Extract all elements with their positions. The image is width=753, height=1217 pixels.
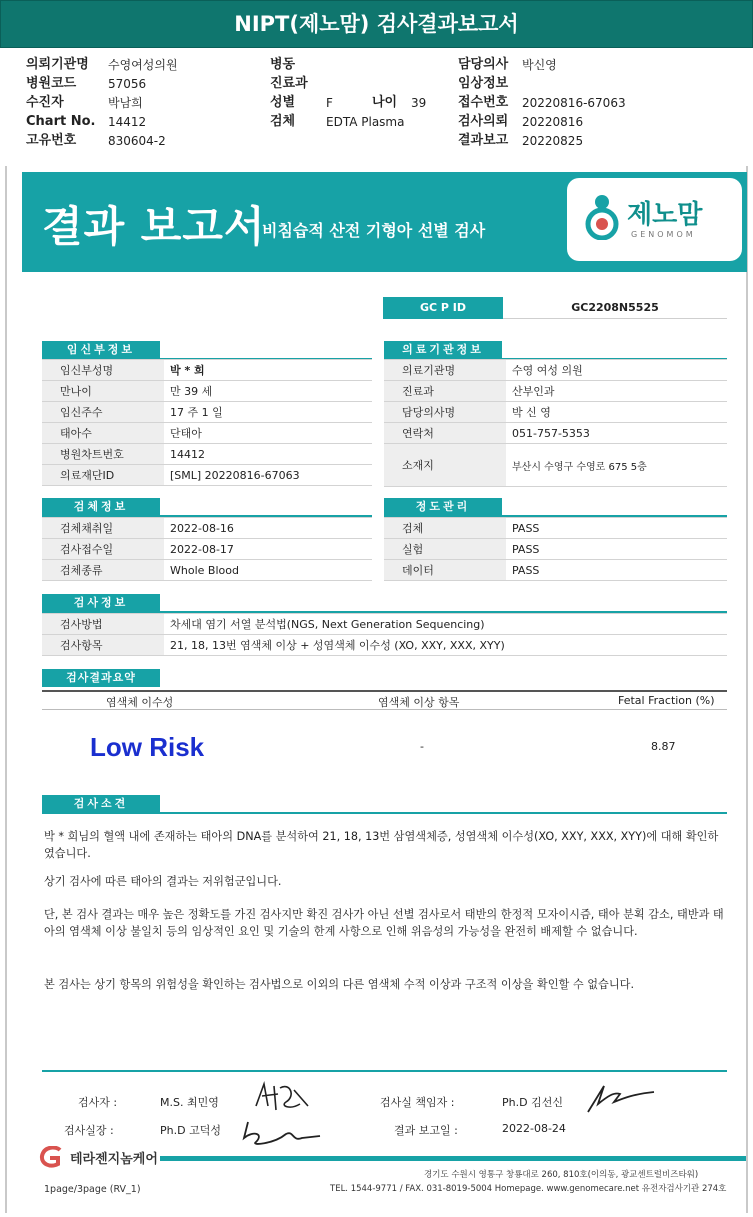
logo-sub: GENOMOM	[631, 230, 696, 239]
header-label: 진료과	[270, 76, 308, 91]
field-value: 수영 여성 의원	[506, 360, 727, 381]
table-row	[42, 539, 372, 560]
table-row	[384, 423, 727, 444]
table-row	[384, 444, 727, 487]
page-number: 1page/3page (RV_1)	[44, 1184, 141, 1195]
logo-text: 제노맘	[627, 200, 703, 230]
field-label: 실험	[384, 539, 506, 560]
opinion-paragraph: 단, 본 검사 결과는 매우 높은 정확도를 가진 검사지만 확진 검사가 아닌 선별 검사로서 태반의 한정적 모자이시즘, 태아 분획 감소, 태반과 태아의 염색체 이상 불일치 등의 임상적인 요인 및 기술의 한계 사항으로 인해 위음성의 가능성을 완전히 배제할 수 없습니다.	[44, 908, 724, 938]
table-row	[42, 635, 727, 656]
report-title: NIPT(제노맘) 검사결과보고서	[0, 0, 753, 48]
header-label: 수진자	[26, 95, 64, 110]
field-label: 검체종류	[42, 560, 164, 581]
field-value: 차세대 염기 서열 분석법(NGS, Next Generation Sequencing)	[164, 614, 727, 635]
gcp-id-label: GC P ID	[383, 297, 503, 319]
section-rule	[42, 812, 727, 814]
field-label: 만나이	[42, 381, 164, 402]
table-row	[384, 518, 727, 539]
field-label: 담당의사명	[384, 402, 506, 423]
table-row	[42, 518, 372, 539]
field-value: 산부인과	[506, 381, 727, 402]
field-label: 연락처	[384, 423, 506, 444]
opinion-paragraph: 박 * 희님의 혈액 내에 존재하는 태아의 DNA를 분석하여 21, 18, 13번 삼염색체증, 성염색체 이수성(XO, XXY, XXX, XYY)에 대해 확인하였습니다.	[44, 830, 719, 860]
tester-name: M.S. 최민영	[160, 1096, 219, 1109]
header-label: 결과보고	[458, 133, 509, 148]
field-label: 진료과	[384, 381, 506, 402]
result-items: -	[420, 740, 424, 753]
test-info-table	[42, 613, 727, 656]
field-value: Whole Blood	[164, 560, 372, 581]
header-value: 20220816	[522, 115, 584, 129]
field-value: 17 주 1 일	[164, 402, 372, 423]
section-tag-opinion: 검사소견	[42, 795, 160, 813]
summary-col-aneuploidy: 염색체 이수성	[106, 696, 174, 709]
hospital-info-table	[384, 359, 727, 487]
field-value: PASS	[506, 560, 727, 581]
section-tag-test: 검사정보	[42, 594, 160, 612]
header-value: 박신영	[522, 58, 557, 72]
field-value: 단태아	[164, 423, 372, 444]
field-label: 태아수	[42, 423, 164, 444]
report-banner	[22, 172, 747, 272]
header-value: 57056	[108, 77, 147, 91]
director-label: 검사실 책임자 :	[380, 1096, 455, 1109]
header-value: 39	[411, 96, 427, 110]
field-label: 의료재단ID	[42, 465, 164, 486]
table-row	[42, 560, 372, 581]
header-label: 담당의사	[458, 57, 509, 72]
field-label: 검사접수일	[42, 539, 164, 560]
summary-header	[42, 690, 727, 710]
field-label: 검체	[384, 518, 506, 539]
section-tag-specimen: 검체정보	[42, 498, 160, 516]
field-value: PASS	[506, 518, 727, 539]
gcp-id-value: GC2208N5525	[503, 297, 727, 319]
chief-label: 검사실장 :	[64, 1124, 114, 1137]
field-value: 박 * 희	[164, 360, 372, 381]
header-label: 나이	[372, 95, 398, 110]
field-label: 임신부성명	[42, 360, 164, 381]
header-value: 수영여성의원	[108, 58, 178, 72]
director-signature	[584, 1080, 658, 1118]
section-tag-summary: 검사결과요약	[42, 669, 160, 687]
header-label: 접수번호	[458, 95, 509, 110]
result-fetal-fraction: 8.87	[651, 740, 676, 753]
section-tag-qc: 정도관리	[384, 498, 502, 516]
table-row	[384, 360, 727, 381]
table-row	[384, 381, 727, 402]
summary-col-items: 염색체 이상 항목	[378, 696, 460, 709]
table-row	[42, 614, 727, 635]
table-row	[42, 465, 372, 486]
header-label: 성별	[270, 95, 296, 110]
header-value: 20220816-67063	[522, 96, 626, 110]
table-row	[42, 381, 372, 402]
table-row	[42, 444, 372, 465]
table-row	[384, 539, 727, 560]
theragen-logo-icon	[38, 1146, 66, 1168]
header-value: 830604-2	[108, 134, 166, 148]
field-value: 박 신 영	[506, 402, 727, 423]
field-value: 만 39 세	[164, 381, 372, 402]
tester-signature	[250, 1076, 310, 1118]
field-label: 병원차트번호	[42, 444, 164, 465]
field-label: 의료기관명	[384, 360, 506, 381]
section-tag-hospital: 의료기관정보	[384, 341, 502, 359]
specimen-info-table	[42, 517, 372, 581]
field-value: 14412	[164, 444, 372, 465]
field-label: 소재지	[384, 444, 506, 487]
header-value: 20220825	[522, 134, 584, 148]
header-label: 의뢰기관명	[26, 57, 89, 72]
table-row	[42, 360, 372, 381]
header-label: 고유번호	[26, 133, 77, 148]
tester-label: 검사자 :	[78, 1096, 118, 1109]
qc-table	[384, 517, 727, 581]
report-date-label: 결과 보고일 :	[394, 1124, 458, 1137]
company-address: 경기도 수원시 영통구 창룡대로 260, 810호(이의동, 광교센트럴비즈타워)	[424, 1170, 699, 1180]
header-label: 병원코드	[26, 76, 77, 91]
field-value: 21, 18, 13번 염색체 이상 + 성염색체 이수성 (XO, XXY, XXX, XYY)	[164, 635, 727, 656]
field-value: [SML] 20220816-67063	[164, 465, 372, 486]
signature-rule	[42, 1070, 727, 1072]
table-row	[384, 402, 727, 423]
chief-name: Ph.D 고덕성	[160, 1124, 221, 1137]
header-label: 임상정보	[458, 76, 509, 91]
section-tag-pregnant: 임신부정보	[42, 341, 160, 359]
company-contact: TEL. 1544-9771 / FAX. 031-8019-5004 Homepage. www.genomecare.net 유전자검사기관 274호	[330, 1184, 727, 1194]
field-value: 2022-08-16	[164, 518, 372, 539]
field-label: 검체채취일	[42, 518, 164, 539]
banner-title: 결과 보고서	[42, 202, 266, 251]
table-row	[42, 423, 372, 444]
field-label: 데이터	[384, 560, 506, 581]
chief-signature	[234, 1116, 324, 1152]
genomom-logo	[567, 178, 742, 261]
banner-subtitle: 비침습적 산전 기형아 선별 검사	[262, 221, 486, 240]
table-row	[42, 402, 372, 423]
field-label: 임신주수	[42, 402, 164, 423]
pregnant-info-table	[42, 359, 372, 486]
opinion-paragraph: 본 검사는 상기 항목의 위험성을 확인하는 검사법으로 이외의 다른 염색체 수적 이상과 구조적 이상을 확인할 수 없습니다.	[44, 978, 635, 991]
field-value: 부산시 수영구 수영로 675 5층	[506, 444, 727, 487]
field-label: 검사항목	[42, 635, 164, 656]
footer-rule	[160, 1156, 746, 1161]
field-value: 2022-08-17	[164, 539, 372, 560]
director-name: Ph.D 김선신	[502, 1096, 563, 1109]
header-label: Chart No.	[26, 114, 96, 129]
summary-col-ff: Fetal Fraction (%)	[618, 694, 715, 707]
header-label: 검체	[270, 114, 296, 129]
company-name: 테라젠지놈케어	[70, 1152, 158, 1167]
header-value: 14412	[108, 115, 147, 129]
header-value: EDTA Plasma	[326, 115, 405, 129]
opinion-paragraph: 상기 검사에 따른 태아의 결과는 저위험군입니다.	[44, 875, 282, 888]
report-date: 2022-08-24	[502, 1122, 566, 1135]
field-value: 051-757-5353	[506, 423, 727, 444]
header-label: 검사의뢰	[458, 114, 509, 129]
field-label: 검사방법	[42, 614, 164, 635]
field-value: PASS	[506, 539, 727, 560]
genomom-logo-icon	[583, 194, 621, 240]
table-row	[384, 560, 727, 581]
header-label: 병동	[270, 57, 296, 72]
header-value: F	[326, 96, 333, 110]
header-value: 박남희	[108, 96, 143, 110]
header-info	[0, 54, 753, 164]
result-low-risk: Low Risk	[90, 732, 205, 762]
